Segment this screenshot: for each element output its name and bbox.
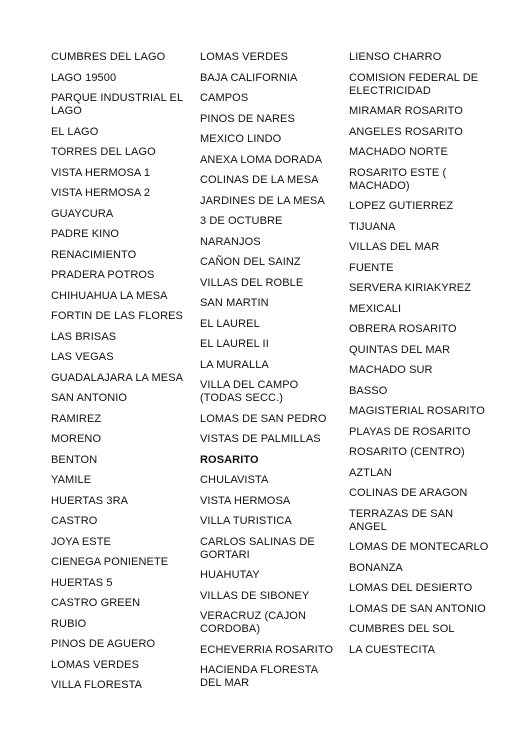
list-item: PINOS DE NARES <box>200 112 295 125</box>
list-item: AZTLAN <box>349 466 392 479</box>
list-item: VILLA TURISTICA <box>200 515 292 527</box>
list-item: LAGO 19500 <box>51 71 117 84</box>
list-item: CAÑON DEL SAINZ <box>200 256 301 268</box>
list-item: SAN ANTONIO <box>51 392 128 404</box>
list-item: COMISION FEDERAL DE ELECTRICIDAD <box>349 71 479 97</box>
list-item: OBRERA ROSARITO <box>349 323 457 335</box>
list-item: VILLAS DE SIBONEY <box>200 589 310 602</box>
list-item: VERACRUZ (CAJON CORDOBA) <box>200 610 307 635</box>
list-item: LA MURALLA <box>200 358 269 371</box>
list-item: LOMAS DE MONTECARLO <box>349 541 489 553</box>
list-item: LIENSO CHARRO <box>349 51 442 63</box>
list-item: FUENTE <box>349 261 394 274</box>
list-item: HACIENDA FLORESTA DEL MAR <box>200 664 318 689</box>
list-item: HUAHUTAY <box>200 569 260 581</box>
list-item: MEXICALI <box>349 302 402 315</box>
list-item: CASTRO <box>51 515 98 527</box>
list-item: CUMBRES DEL SOL <box>349 623 455 635</box>
list-item: MACHADO SUR <box>349 364 433 376</box>
list-item: BASSO <box>349 384 388 397</box>
list-item: QUINTAS DEL MAR <box>349 343 451 356</box>
list-item: MAGISTERIAL ROSARITO <box>349 405 485 417</box>
list-item: LAS VEGAS <box>51 351 114 363</box>
list-item: NARANJOS <box>200 235 261 248</box>
list-item: LOMAS VERDES <box>51 658 140 671</box>
list-item: JOYA ESTE <box>51 535 111 548</box>
list-item: CASTRO GREEN <box>51 597 141 609</box>
list-item: GUAYCURA <box>51 207 114 220</box>
list-item: VISTAS DE PALMILLAS <box>200 433 321 445</box>
list-item: LOMAS VERDES <box>200 51 289 63</box>
list-item: RENACIMIENTO <box>51 248 137 261</box>
list-item: LOMAS DE SAN ANTONIO <box>349 602 486 615</box>
list-item: ANEXA LOMA DORADA <box>200 153 323 166</box>
list-item: VISTA HERMOSA 1 <box>51 166 151 179</box>
list-item: CAMPOS <box>200 92 249 104</box>
list-item: CHIHUAHUA LA MESA <box>51 289 168 302</box>
list-item: YAMILE <box>51 474 92 486</box>
list-item: TORRES DEL LAGO <box>51 146 156 158</box>
list-item: VISTA HERMOSA <box>200 494 291 507</box>
list-item: PLAYAS DE ROSARITO <box>349 425 471 438</box>
list-item: LOMAS DEL DESIERTO <box>349 582 473 594</box>
list-item: SAN MARTIN <box>200 297 269 309</box>
list-item: EL LAGO <box>51 125 99 138</box>
list-item: LAS BRISAS <box>51 330 117 343</box>
list-item: ROSARITO <box>200 453 259 466</box>
list-item: BENTON <box>51 453 98 466</box>
list-item: PARQUE INDUSTRIAL EL LAGO <box>51 92 183 117</box>
list-item: TERRAZAS DE SAN ANGEL <box>349 507 454 533</box>
list-item: COLINAS DE ARAGON <box>349 487 468 499</box>
list-item: VILLA FLORESTA <box>51 679 143 691</box>
list-item: ROSARITO (CENTRO) <box>349 446 465 458</box>
list-item: SERVERA KIRIAKYREZ <box>349 282 472 294</box>
list-item: 3 DE OCTUBRE <box>200 215 283 227</box>
list-item: MORENO <box>51 433 102 445</box>
list-item: PRADERA POTROS <box>51 269 155 281</box>
list-item: EL LAUREL II <box>200 338 269 350</box>
list-item: VISTA HERMOSA 2 <box>51 187 151 199</box>
list-item: FORTIN DE LAS FLORES <box>51 310 183 322</box>
list-item: LOMAS DE SAN PEDRO <box>200 412 327 425</box>
list-item: PINOS DE AGUERO <box>51 638 156 650</box>
list-item: HUERTAS 5 <box>51 576 113 589</box>
list-item: EL LAUREL <box>200 317 260 330</box>
list-item: RAMIREZ <box>51 412 102 425</box>
list-item: ANGELES ROSARITO <box>349 125 463 138</box>
list-item: CHULAVISTA <box>200 474 269 486</box>
list-item: JARDINES DE LA MESA <box>200 194 325 207</box>
list-item: CIENEGA PONIENETE <box>51 556 169 568</box>
list-item: RUBIO <box>51 617 87 630</box>
column-2 <box>200 50 340 697</box>
list-item: MACHADO NORTE <box>349 146 448 158</box>
list-item: PADRE KINO <box>51 228 120 240</box>
list-item: MEXICO LINDO <box>200 133 282 145</box>
list-item: CUMBRES DEL LAGO <box>51 51 166 63</box>
column-3 <box>349 50 489 663</box>
list-item: BONANZA <box>349 561 403 574</box>
list-item: ROSARITO ESTE ( MACHADO) <box>349 166 447 192</box>
column-1 <box>51 50 191 699</box>
list-item: GUADALAJARA LA MESA <box>51 371 184 384</box>
list-item: MIRAMAR ROSARITO <box>349 105 463 117</box>
list-item: TIJUANA <box>349 220 396 233</box>
list-item: LOPEZ GUTIERREZ <box>349 200 454 212</box>
list-item: ECHEVERRIA ROSARITO <box>200 643 334 656</box>
list-item: BAJA CALIFORNIA <box>200 71 298 84</box>
list-item: VILLAS DEL ROBLE <box>200 276 304 289</box>
list-item: HUERTAS 3RA <box>51 494 129 507</box>
list-item: VILLA DEL CAMPO (TODAS SECC.) <box>200 379 299 404</box>
list-item: COLINAS DE LA MESA <box>200 174 319 186</box>
list-item: LA CUESTECITA <box>349 643 436 656</box>
list-item: CARLOS SALINAS DE GORTARI <box>200 535 315 561</box>
list-item: VILLAS DEL MAR <box>349 241 440 253</box>
